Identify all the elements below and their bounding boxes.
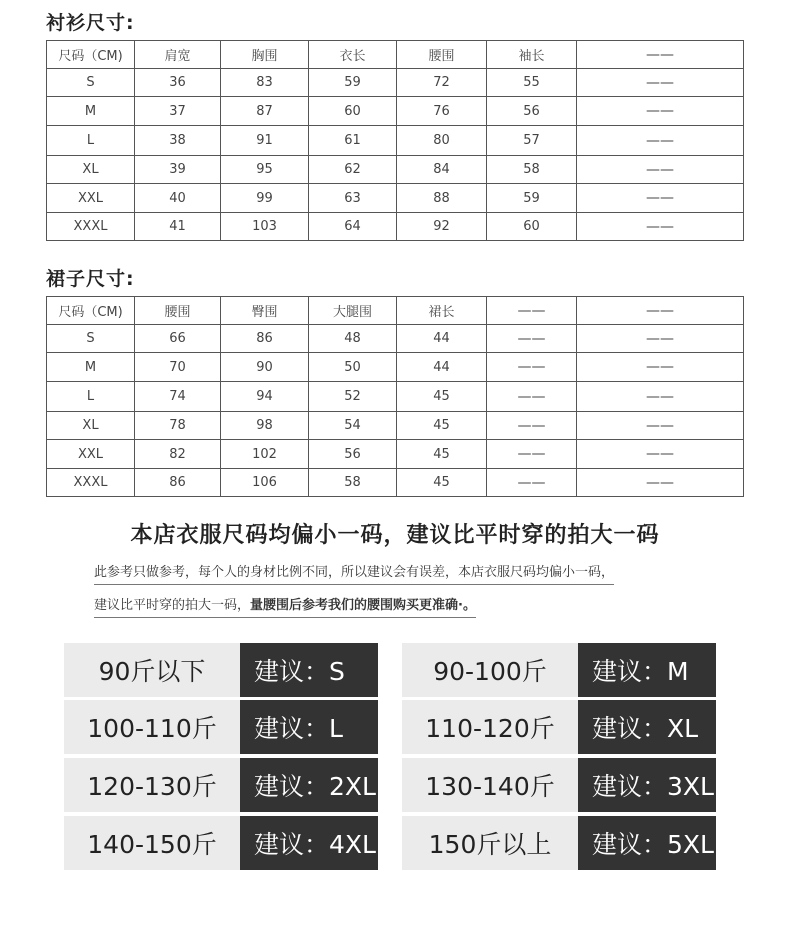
shirt-header-cell: 衣长: [309, 41, 397, 69]
recommendation-weight: 100-110斤: [64, 700, 240, 754]
skirt-cell: 45: [397, 412, 487, 440]
recommendation-size: 建议：5XL: [578, 816, 716, 870]
shirt-cell: 64: [309, 213, 397, 241]
skirt-cell: XXL: [47, 440, 135, 469]
shirt-row: [47, 69, 744, 97]
skirt-cell: 86: [221, 325, 309, 353]
skirt-cell: 94: [221, 382, 309, 412]
shirt-header-row: [47, 41, 744, 69]
shirt-row: [47, 213, 744, 241]
shirt-header-cell: 腰围: [397, 41, 487, 69]
skirt-row: [47, 469, 744, 497]
skirt-cell: 54: [309, 412, 397, 440]
shirt-cell: S: [47, 69, 135, 97]
shirt-cell: M: [47, 97, 135, 126]
skirt-cell: 102: [221, 440, 309, 469]
shirt-cell: 92: [397, 213, 487, 241]
skirt-header-cell: 大腿围: [309, 297, 397, 325]
shirt-size-title: 衬衫尺寸:: [46, 12, 135, 34]
shirt-cell: L: [47, 126, 135, 156]
recommendation-size: 建议：4XL: [240, 816, 378, 870]
shirt-cell: ——: [577, 156, 744, 184]
recommendation-size: 建议：S: [240, 643, 378, 697]
shirt-cell: 40: [135, 184, 221, 213]
skirt-header-cell: 尺码（CM): [47, 297, 135, 325]
notice-line-2: [94, 594, 476, 618]
shirt-row: [47, 126, 744, 156]
skirt-size-title: 裙子尺寸:: [46, 268, 135, 290]
shirt-cell: 63: [309, 184, 397, 213]
skirt-header-cell: 裙长: [397, 297, 487, 325]
shirt-cell: ——: [577, 126, 744, 156]
recommendation-size: 建议：3XL: [578, 758, 716, 812]
skirt-row: [47, 412, 744, 440]
skirt-cell: ——: [487, 412, 577, 440]
notice-line-2-plain: 建议比平时穿的拍大一码，: [94, 598, 251, 613]
skirt-cell: 98: [221, 412, 309, 440]
recommendation-card: [64, 816, 378, 870]
shirt-cell: 84: [397, 156, 487, 184]
shirt-row: [47, 97, 744, 126]
shirt-header-cell: 胸围: [221, 41, 309, 69]
skirt-cell: 44: [397, 325, 487, 353]
recommendation-weight: 120-130斤: [64, 758, 240, 812]
skirt-header-cell: ——: [487, 297, 577, 325]
recommendation-size: 建议：XL: [578, 700, 716, 754]
shirt-cell: 91: [221, 126, 309, 156]
shirt-cell: 55: [487, 69, 577, 97]
skirt-cell: ——: [577, 469, 744, 497]
skirt-cell: ——: [487, 440, 577, 469]
shirt-cell: XXL: [47, 184, 135, 213]
shirt-cell: 80: [397, 126, 487, 156]
shirt-cell: 87: [221, 97, 309, 126]
notice-line-2-bold: 量腰围后参考我们的腰围购买更准确·。: [250, 598, 476, 613]
shirt-cell: ——: [577, 97, 744, 126]
shirt-size-table: [46, 40, 744, 241]
recommendation-card: [64, 758, 378, 812]
shirt-cell: XXXL: [47, 213, 135, 241]
skirt-cell: 82: [135, 440, 221, 469]
recommendation-size: 建议：M: [578, 643, 716, 697]
skirt-cell: ——: [487, 325, 577, 353]
skirt-row: [47, 440, 744, 469]
recommendation-card: [402, 816, 716, 870]
recommendation-card: [64, 700, 378, 754]
skirt-cell: ——: [577, 325, 744, 353]
skirt-cell: 50: [309, 353, 397, 382]
skirt-cell: S: [47, 325, 135, 353]
recommendation-size: 建议：L: [240, 700, 378, 754]
skirt-cell: 45: [397, 440, 487, 469]
skirt-cell: XXXL: [47, 469, 135, 497]
skirt-cell: 48: [309, 325, 397, 353]
shirt-cell: 58: [487, 156, 577, 184]
shirt-header-cell: 肩宽: [135, 41, 221, 69]
shirt-cell: 76: [397, 97, 487, 126]
shirt-cell: 57: [487, 126, 577, 156]
shirt-cell: 59: [487, 184, 577, 213]
shirt-cell: 39: [135, 156, 221, 184]
shirt-cell: 99: [221, 184, 309, 213]
shirt-header-cell: ——: [577, 41, 744, 69]
shirt-header-cell: 袖长: [487, 41, 577, 69]
skirt-cell: ——: [487, 382, 577, 412]
shirt-cell: 61: [309, 126, 397, 156]
recommendation-card: [402, 643, 716, 697]
skirt-cell: 106: [221, 469, 309, 497]
shirt-cell: 72: [397, 69, 487, 97]
skirt-header-cell: 腰围: [135, 297, 221, 325]
skirt-header-row: [47, 297, 744, 325]
skirt-cell: 45: [397, 382, 487, 412]
skirt-cell: 52: [309, 382, 397, 412]
skirt-header-cell: ——: [577, 297, 744, 325]
skirt-cell: ——: [487, 353, 577, 382]
skirt-cell: 74: [135, 382, 221, 412]
recommendation-weight: 90斤以下: [64, 643, 240, 697]
shirt-cell: 56: [487, 97, 577, 126]
notice-title: 本店衣服尺码均偏小一码，建议比平时穿的拍大一码: [130, 523, 660, 548]
skirt-cell: M: [47, 353, 135, 382]
shirt-row: [47, 184, 744, 213]
skirt-cell: 78: [135, 412, 221, 440]
recommendation-weight: 130-140斤: [402, 758, 578, 812]
skirt-cell: L: [47, 382, 135, 412]
shirt-cell: XL: [47, 156, 135, 184]
shirt-cell: 60: [487, 213, 577, 241]
shirt-cell: 88: [397, 184, 487, 213]
skirt-cell: XL: [47, 412, 135, 440]
shirt-cell: ——: [577, 184, 744, 213]
skirt-cell: 66: [135, 325, 221, 353]
skirt-cell: ——: [577, 353, 744, 382]
skirt-cell: 58: [309, 469, 397, 497]
skirt-cell: 86: [135, 469, 221, 497]
recommendation-size: 建议：2XL: [240, 758, 378, 812]
shirt-cell: 41: [135, 213, 221, 241]
shirt-cell: 60: [309, 97, 397, 126]
recommendation-card: [402, 758, 716, 812]
shirt-cell: 38: [135, 126, 221, 156]
shirt-cell: 103: [221, 213, 309, 241]
recommendation-weight: 140-150斤: [64, 816, 240, 870]
skirt-cell: 70: [135, 353, 221, 382]
shirt-cell: 83: [221, 69, 309, 97]
shirt-cell: ——: [577, 69, 744, 97]
skirt-row: [47, 382, 744, 412]
recommendation-weight: 90-100斤: [402, 643, 578, 697]
skirt-cell: 44: [397, 353, 487, 382]
shirt-row: [47, 156, 744, 184]
skirt-cell: 56: [309, 440, 397, 469]
skirt-header-cell: 臀围: [221, 297, 309, 325]
shirt-cell: 36: [135, 69, 221, 97]
recommendation-weight: 150斤以上: [402, 816, 578, 870]
skirt-cell: ——: [577, 412, 744, 440]
recommendation-card: [402, 700, 716, 754]
shirt-cell: 59: [309, 69, 397, 97]
skirt-cell: 90: [221, 353, 309, 382]
recommendation-card: [64, 643, 378, 697]
skirt-size-table: [46, 296, 744, 497]
shirt-cell: ——: [577, 213, 744, 241]
shirt-cell: 95: [221, 156, 309, 184]
skirt-cell: ——: [577, 440, 744, 469]
shirt-cell: 37: [135, 97, 221, 126]
recommendation-weight: 110-120斤: [402, 700, 578, 754]
notice-line-1: 此参考只做参考，每个人的身材比例不同，所以建议会有误差，本店衣服尺码均偏小一码，: [94, 561, 614, 585]
shirt-cell: 62: [309, 156, 397, 184]
shirt-header-cell: 尺码（CM): [47, 41, 135, 69]
skirt-cell: ——: [487, 469, 577, 497]
skirt-row: [47, 325, 744, 353]
skirt-cell: 45: [397, 469, 487, 497]
skirt-row: [47, 353, 744, 382]
skirt-cell: ——: [577, 382, 744, 412]
